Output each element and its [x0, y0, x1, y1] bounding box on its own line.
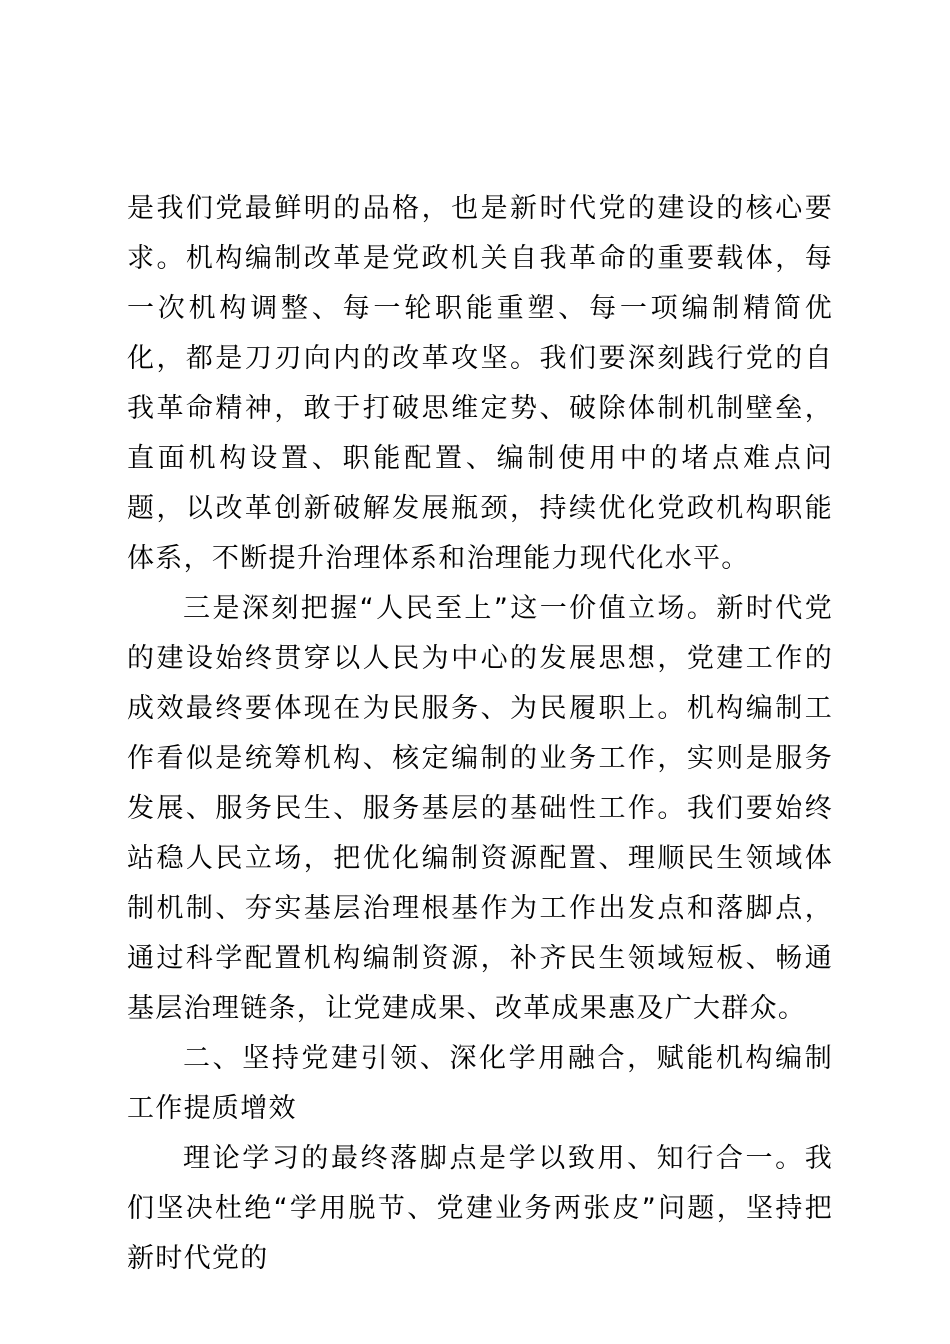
- paragraph-continuation: 是我们党最鲜明的品格，也是新时代党的建设的核心要求。机构编制改革是党政机关自我革命的重要载体，每一次机构调整、每一轮职能重塑、每一项编制精简优化，都是刀刃向内的改革攻坚。我们要深刻践行党的自我革命精神，敢于打破思维定势、破除体制机制壁垒，直面机构设置、职能配置、编制使用中的堵点难点问题，以改革创新破解发展瓶颈，持续优化党政机构职能体系，不断提升治理体系和治理能力现代化水平。: [127, 193, 833, 574]
- paragraph-point-three: 三是深刻把握“人民至上”这一价值立场。新时代党的建设始终贯穿以人民为中心的发展思想，党建工作的成效最终要体现在为民服务、为民履职上。机构编制工作看似是统筹机构、核定编制的业务工作，实则是服务发展、服务民生、服务基层的基础性工作。我们要始终站稳人民立场，把优化编制资源配置、理顺民生领域体制机制、夯实基层治理根基作为工作出发点和落脚点，通过科学配置机构编制资源，补齐民生领域短板、畅通基层治理链条，让党建成果、改革成果惠及广大群众。: [127, 593, 833, 1024]
- paragraph-section-two-body: 理论学习的最终落脚点是学以致用、知行合一。我们坚决杜绝“学用脱节、党建业务两张皮”问题，坚持把新时代党的: [127, 1143, 833, 1274]
- section-two-heading: 二、坚持党建引领、深化学用融合，赋能机构编制工作提质增效: [127, 1043, 833, 1124]
- document-body: [127, 184, 833, 1284]
